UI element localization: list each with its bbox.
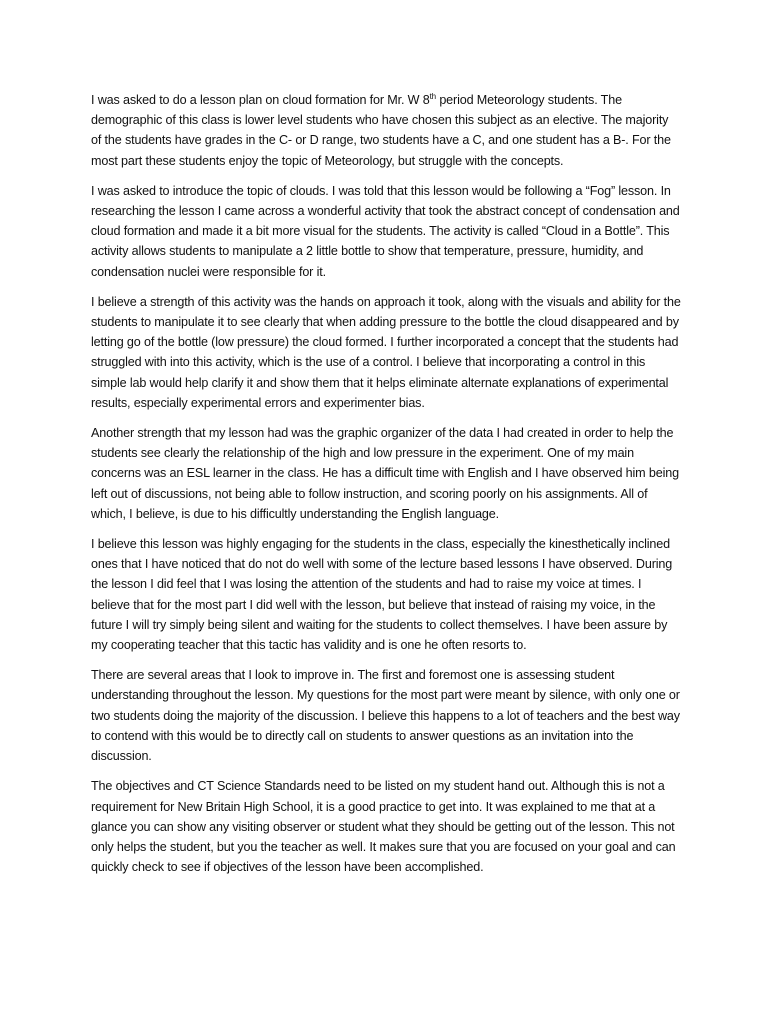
paragraph-intro-text-after: period Meteorology students. The demographic of this class is lower level students who have chosen this subject as an elective. The majority of the students have grades in the C- or D range, two students have a C, and one student has a B-. For the most part these students enjoy the topic of Meteorology, but struggle with the concepts.: [91, 93, 671, 168]
paragraph-intro: [91, 90, 681, 171]
paragraph-activity-strength: I believe a strength of this activity was the hands on approach it took, along with the visuals and ability for the students to manipulate it to see clearly that when adding pressure to the bottle the cloud disappeared and by letting go of the bottle (low pressure) the cloud formed. I further incorporated a concept that the students had struggled with into this activity, which is the use of a control. I believe that incorporating a control in this simple lab would help clarify it and show them that it helps eliminate alternate explanations of experimental results, especially experimental errors and experimenter bias.: [91, 294, 681, 410]
ordinal-superscript: th: [429, 91, 436, 101]
paragraph-engagement: I believe this lesson was highly engaging for the students in the class, especially the kinesthetically inclined ones that I have noticed that do not do well with some of the lecture based lessons I have observed. During the lesson I did feel that I was losing the attention of the students and had to raise my voice at times. I believe that for the most part I did well with the lesson, but believe that instead of raising my voice, in the future I will try simply being silent and waiting for the students to collect themselves. I have been assure by my cooperating teacher that this tactic has validity and is one he often resorts to.: [91, 537, 673, 653]
paragraph-improvement-areas: There are several areas that I look to improve in. The first and foremost one is assessing student understanding throughout the lesson. My questions for the most part were meant by silence, with only one or two students doing the majority of the discussion. I believe this happens to a lot of teachers and the best way to contend with this would be to directly call on students to answer questions as an invitation into the discussion.: [91, 668, 680, 764]
document-page: [91, 90, 681, 887]
paragraph-intro-text-before: I was asked to do a lesson plan on cloud formation for Mr. W 8: [91, 93, 430, 107]
paragraph-graphic-organizer: Another strength that my lesson had was the graphic organizer of the data I had created in order to help the students see clearly the relationship of the high and low pressure in the experiment. One of my main concerns was an ESL learner in the class. He has a difficult time with English and I have observed him being left out of discussions, not being able to follow instruction, and scoring poorly on his assignments. All of which, I believe, is due to his difficultly understanding the English language.: [91, 426, 679, 521]
paragraph-objectives-standards: The objectives and CT Science Standards need to be listed on my student hand out. Although this is not a requirement for New Britain High School, it is a good practice to get into. It was explained to me that at a glance you can show any visiting observer or student what they should be getting out of the lesson. This not only helps the student, but you the teacher as well. It makes sure that you are focused on your goal and can quickly check to see if objectives of the lesson have been accomplished.: [91, 779, 676, 875]
paragraph-clouds-topic: I was asked to introduce the topic of clouds. I was told that this lesson would be following a “Fog” lesson. In researching the lesson I came across a wonderful activity that took the abstract concept of condensation and cloud formation and made it a bit more visual for the students. The activity is called “Cloud in a Bottle”. This activity allows students to manipulate a 2 little bottle to show that temperature, pressure, humidity, and condensation nuclei were responsible for it.: [91, 183, 680, 279]
